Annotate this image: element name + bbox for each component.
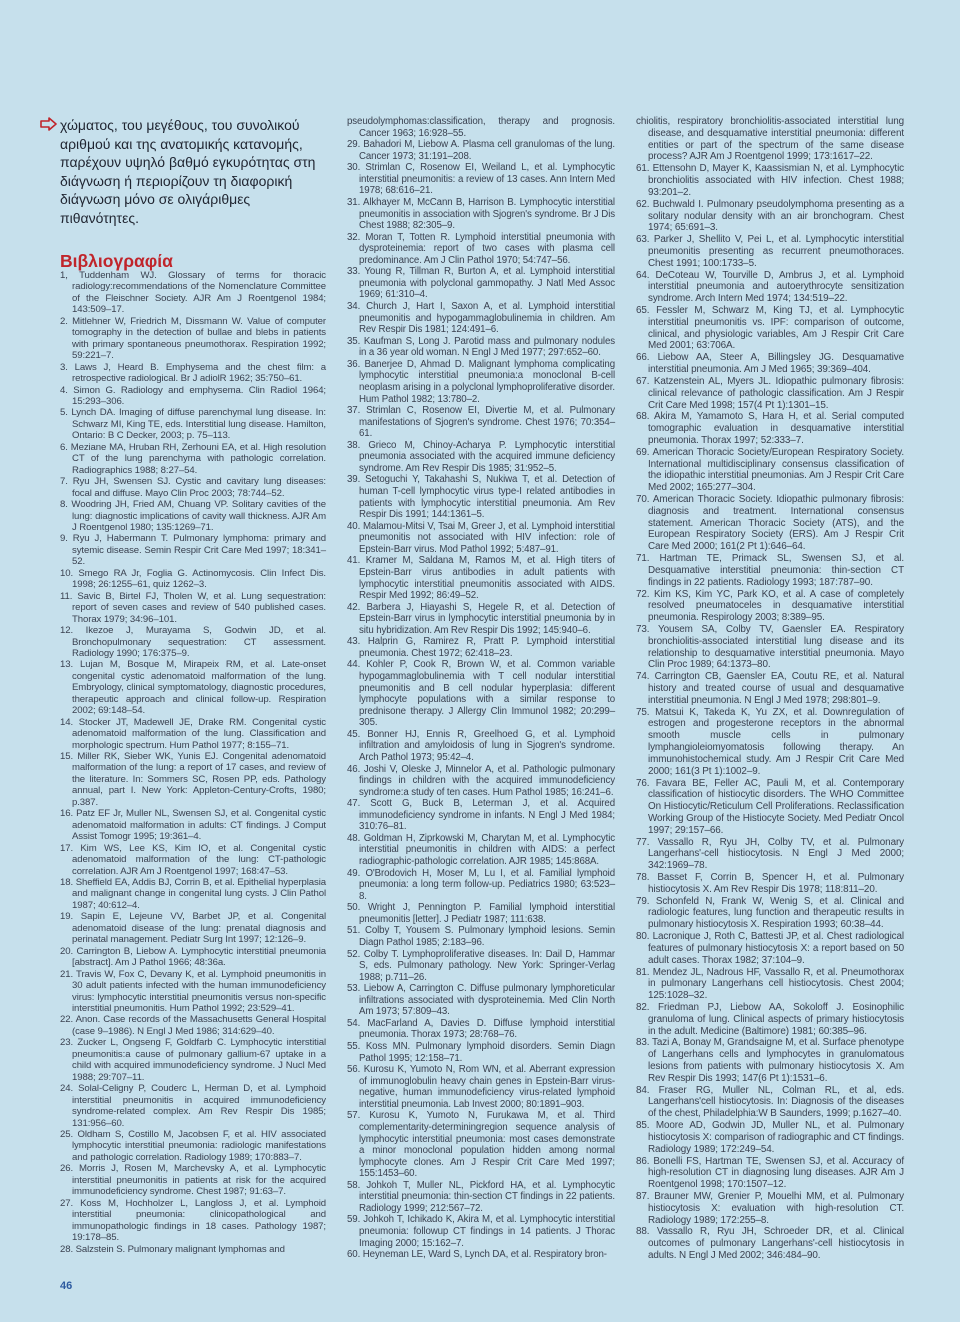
reference-item: 82. Friedman PJ, Liebow AA, Sokoloff J. Eosinophilic granuloma of lung. Clinical aspects of primary histiocytosis in the adult. Medicine (Baltimore) 1981; 60:385–96. xyxy=(636,1001,904,1037)
reference-item: 37. Strimlan C, Rosenow EI, Divertie M, et al. Pulmonary manifestations of Sjogren's syndrome. Chest 1976; 70:354–61. xyxy=(347,405,615,440)
reference-item: 51. Colby T, Yousem S. Pulmonary lymphoid lesions. Semin Diagn Pathol 1985; 2:183–96. xyxy=(347,925,615,948)
references-column-2 xyxy=(347,116,615,1261)
reference-item: 87. Brauner MW, Grenier P, Mouelhi MM, et al. Pulmonary histiocytosis X: evaluation with high-resolution CT. Radiology 1989; 172:255–8. xyxy=(636,1190,904,1226)
intro-text: χώματος, του μεγέθους, του συνολικού αριθμού και της ανατομικής κατανομής, παρέχουν υψηλό βαθμό εγκυρότητας στη διάγνωση ή περιορίζουν τη διαφορική διάγνωση μόνο σε ολιγάριθμες πιθανότητες. xyxy=(60,117,316,226)
reference-item: 35. Kaufman S, Long J. Parotid mass and pulmonary nodules in a 36 year old woman. N Engl J Med 1977; 297:652–60. xyxy=(347,335,615,359)
reference-item: 6. Meziane MA, Hruban RH, Zerhouni EA, et al. High resolution CT of the lung parenchyma with pathologic correlation. Radiographics 1988; 8:27–54. xyxy=(60,441,326,476)
reference-item: 46. Joshi V, Oleske J, Minnelor A, et al. Pathologic pulmonary findings in children with the acquired immunodeficiency syndrome:a study of ten cases. Hum Pathol 1985; 16:241–6. xyxy=(347,763,615,798)
references-heading: Βιβλιογραφία xyxy=(60,251,173,271)
reference-item: 86. Bonelli FS, Hartman TE, Swensen SJ, et al. Accuracy of high-resolution CT in diagnosing lung diseases. AJR Am J Roentgenol 1998; 170:1507–12. xyxy=(636,1155,904,1191)
reference-item: 27. Koss M, Hochholzer L, Langloss J, et al. Lymphoid interstitial pneumonia: clinicopathological and immunopathologic findings in 18 cases. Pathology 1987; 19:178–85. xyxy=(60,1197,326,1244)
reference-item: 41. Kramer M, Saldana M, Ramos M, et al. High titers of Epstein-Barr virus antibodies in adult patients with lymphocytic interstitial pneumonitis associated with AIDS. Respir Med 1992; 86:49–52. xyxy=(347,555,615,602)
reference-item: pseudolymphomas:classification, therapy and prognosis. Cancer 1963; 16:928–55. xyxy=(347,116,615,139)
reference-item: 23. Zucker L, Ongseng F, Goldfarb C. Lymphocytic interstitial pneumonitis:a cause of pulmonary gallium-67 uptake in a child with acquired immunodeficiency syndrome. J Nucl Med 1988; 29:707–11. xyxy=(60,1037,326,1083)
reference-item: 45. Bonner HJ, Ennis R, Greelhoed G, et al. Lymphoid infiltration and amyloidosis of lung in Sjogren's syndrome. Arch Pathol 1973; 95:42–4. xyxy=(347,728,615,763)
reference-item: 40. Malamou-Mitsi V, Tsai M, Greer J, et al. Lymphoid interstitial pneumonitis not associated with HIV infection: role of Epstein-Barr virus. Mod Pathol 1992; 5:487–91. xyxy=(347,520,615,555)
reference-item: 28. Salzstein S. Pulmonary malignant lymphomas and xyxy=(60,1243,285,1255)
reference-item: 56. Kurosu K, Yumoto N, Rom WN, et al. Aberrant expression of immunoglobulin heavy chain genes in Epstein-Barr virus-negative, human immunodeficiency virus-related lymphoid interstitial pneumonia. Lab Invest 2000; 80:1891–903. xyxy=(347,1064,615,1110)
reference-item: 11. Savic B, Birtel FJ, Tholen W, et al. Lung sequestration: report of seven cases and review of 540 published cases. Thorax 1979; 34:96–101. xyxy=(60,590,326,625)
reference-item: 43. Halprin G, Ramirez R, Pratt P. Lymphoid interstitial pneumonia. Chest 1972; 62:418–23. xyxy=(347,636,615,659)
reference-item: 70. American Thoracic Society. Idiopathic pulmonary fibrosis: diagnosis and treatment. International consensus statement. American Thoracic Society (ATS), and the European Respiratory Society (ERS). Am J Respir Crit Care Med 2000; 161(2 Pt 1):646–64. xyxy=(636,494,904,553)
reference-item: 18. Sheffield EA, Addis BJ, Corrin B, et al. Epithelial hyperplasia and malignant change in congenital lung cysts. J Clin Pathol 1987; 40:612–4. xyxy=(60,877,326,911)
reference-item: 60. Heyneman LE, Ward S, Lynch DA, et al. Respiratory bron- xyxy=(347,1249,607,1261)
reference-item: 57. Kurosu K, Yumoto N, Furukawa M, et al. Third complementarity-determiningregion sequence analysis of lymphocytic interstitial pneumonia: most cases demonstrate a minor monoclonal population hidden among normal lymphocyte clones. Am J Respir Crit Care Med 1997; 155:1453–60. xyxy=(347,1110,615,1180)
reference-item: 22. Anon. Case records of the Massachusetts General Hospital (case 9–1986). N Engl J Med 1986; 314:629–40. xyxy=(60,1014,326,1037)
reference-item: 15. Miller RK, Sieber WK, Yunis EJ. Congenital adenomatoid malformation of the lung: a report of 17 cases, and review of the literature. In: Sommers SC, Rosen PP, eds. Pathology annual, part I. New York: Appleton-Century-Crofts, 1980; p.387. xyxy=(60,751,326,808)
reference-item: 88. Vassallo R, Ryu JH, Schroeder DR, et al. Clinical outcomes of pulmonary Langerhans'-cell histiocytosis in adults. N Engl J Med 2002; 346:484–90. xyxy=(636,1226,904,1261)
reference-item: 85. Moore AD, Godwin JD, Muller NL, et al. Pulmonary histiocytosis X: comparison of radiographic and CT findings. Radiology 1989; 172:249–54. xyxy=(636,1120,904,1155)
reference-item: 5. Lynch DA. Imaging of diffuse parenchymal lung disease. In: Schwarz MI, King TE, eds. Interstitial lung disease. Hamilton, Ontario: B C Decker, 2003; p. 75–113. xyxy=(60,407,326,442)
reference-item: 20. Carrington B, Liebow A. Lymphocytic interstitial pneumonia [abstract]. Am J Pathol 1966; 48:36a. xyxy=(60,945,326,969)
reference-item: 54. MacFarland A, Davies D. Diffuse lymphoid interstitial pneumonia. Thorax 1973; 28:768–76. xyxy=(347,1017,615,1041)
reference-item: 84. Fraser RG, Muller NL, Colman RL, et al, eds. Langerhans'cell histiocytosis. In: Diagnosis of the diseases of the chest, Philadelphia:W B Saunders, 1999; p.1627–40. xyxy=(636,1084,904,1120)
reference-item: 2. Mitlehner W, Friedrich M, Dissmann W. Value of computer tomography in the detection of bullae and blebs in patients with primary spontaneous pneumothorax. Respiration 1992; 59:221–7. xyxy=(60,315,326,362)
reference-item: 83. Tazi A, Bonay M, Grandsaigne M, et al. Surface phenotype of Langerhans cells and lymphocytes in granulomatous lesions from patients with pulmonary histiocytosis X. Am Rev Respir Dis 1993; 147(6 Pt 1):1531–6. xyxy=(636,1037,904,1084)
reference-item: 4. Simon G. Radiology and emphysema. Clin Radiol 1964; 15:293–306. xyxy=(60,384,326,407)
reference-item: 67. Katzenstein AL, Myers JL. Idiopathic pulmonary fibrosis: clinical relevance of pathologic classification. Am J Respir Crit Care Med 1998; 157(4 Pt 1):1301–15. xyxy=(636,375,904,411)
bottom-margin xyxy=(0,1322,960,1340)
reference-item: 72. Kim KS, Kim YC, Park KO, et al. A case of completely resolved pneumatoceles in desquamative interstitial pneumonia. Respirology 2003; 8:389–95. xyxy=(636,588,904,624)
reference-item: 66. Liebow AA, Steer A, Billingsley JG. Desquamative interstitial pneumonia. Am J Med 1965; 39:369–404. xyxy=(636,352,904,376)
reference-item: 53. Liebow A, Carrington C. Diffuse pulmonary lymphoreticular infiltrations associated with dysproteinemia. Med Clin North Am 1973; 57:809–43. xyxy=(347,983,615,1018)
references-column-1 xyxy=(60,270,326,1255)
references-column-3 xyxy=(636,116,904,1262)
reference-item: 39. Setoguchi Y, Takahashi S, Nukiwa T, et al. Detection of human T-cell lymphocytic virus type-I related antibodies in patients with lymphocytic interstitial pneumonia. Am Rev Respir Dis 1991; 144:1361–5. xyxy=(347,474,615,521)
reference-item: 50. Wright J, Pennington P. Familial lymphoid interstitial pneumonitis [letter]. J Pediatr 1987; 111:638. xyxy=(347,902,615,925)
reference-item: 42. Barbera J, Hiayashi S, Hegele R, et al. Detection of Epstein-Barr virus in lymphocytic interstitial pneumonia by in situ hybridization. Am Rev Respir Dis 1992; 145:940–6. xyxy=(347,601,615,636)
reference-item: 8. Woodring JH, Fried AM, Chuang VP. Solitary cavities of the lung: diagnostic implications of cavity wall thickness. AJR Am J Roentgenol 1980; 135:1269–71. xyxy=(60,499,326,533)
reference-item: 58. Johkoh T, Muller NL, Pickford HA, et al. Lymphocytic interstitial pneumonia: thin-section CT findings in 22 patients. Radiology 1999; 212:567–72. xyxy=(347,1179,615,1214)
intro-paragraph xyxy=(60,116,332,228)
reference-item: 36. Banerjee D, Ahmad D. Malignant lymphoma complicating lymphocytic interstitial pneumonia:a monoclonal B-cell neoplasm arising in a polyclonal lymphoproliferative disorder. Hum Pathol 1982; 13:780–2. xyxy=(347,358,615,405)
reference-item: 62. Buchwald I. Pulmonary pseudolymphoma presenting as a solitary nodular density with an air bronchogram. Chest 1974; 65:691–3. xyxy=(636,198,904,234)
reference-item: 31. Alkhayer M, McCann B, Harrison B. Lymphocytic interstitial pneumonitis in association with Sjogren's syndrome. Br J Dis Chest 1988; 82:305–9. xyxy=(347,196,615,232)
reference-item: 48. Goldman H, Ziprkowski M, Charytan M, et al. Lymphocytic interstitial pneumonitis in children with AIDS: a perfect radiographic-pathologic correlation. AJR 1985; 145:868A. xyxy=(347,832,615,867)
reference-item: 30. Strimlan C, Rosenow EI, Weiland L, et al. Lymphocytic interstitial pneumonitis: a review of 13 cases. Ann Intern Med 1978; 68:616–21. xyxy=(347,162,615,197)
reference-item: 65. Fessler M, Schwarz M, King TJ, et al. Lymphocytic interstitial pneumonitis vs. IPF: comparison of outcome, clinical, and physiologic variables, Am J Respir Crit Care Med 2001; 63:706A. xyxy=(636,305,904,352)
reference-item: 44. Kohler P, Cook R, Brown W, et al. Common variable hypogammaglobulinemia with T cell nodular interstitial pneumonitis and B cell nodular hyperplasia: different lymphocyte populations with a similar response to prednisone therapy. J Allergy Clin Immunol 1982; 20:299–305. xyxy=(347,659,615,729)
reference-item: 14. Stocker JT, Madewell JE, Drake RM. Congenital cystic adenomatoid malformation of the lung. Classification and morphologic spectrum. Hum Pathol 1977; 8:155–71. xyxy=(60,716,326,751)
reference-item: 64. DeCoteau W, Tourville D, Ambrus J, et al. Lymphoid interstitial pneumonia and autoerythrocyte sensitization syndrome. Arch Intern Med 1974; 134:519–22. xyxy=(636,269,904,305)
reference-item: 79. Schonfeld N, Frank W, Wenig S, et al. Clinical and radiologic features, lung function and therapeutic results in pulmonary histiocytosis X. Respiration 1993; 60:38–44. xyxy=(636,895,904,931)
reference-item: 49. O'Brodovich H, Moser M, Lu I, et al. Familial lymphoid pneumonia: a long term follow-up. Pediatrics 1980; 63:523–8. xyxy=(347,867,615,902)
reference-item: 55. Koss MN. Pulmonary lymphoid disorders. Semin Diagn Pathol 1995; 12:158–71. xyxy=(347,1041,615,1064)
reference-item: 19. Sapin E, Lejeune VV, Barbet JP, et al. Congenital adenomatoid disease of the lung: prenatal diagnosis and perinatal management. Pediatr Surg Int 1997; 12:126–9. xyxy=(60,911,326,946)
reference-item: 74. Carrington CB, Gaensler EA, Coutu RE, et al. Natural history and treated course of usual and desquamative interstitial pneumonia. N Engl J Med 1978; 298:801–9. xyxy=(636,671,904,706)
reference-item: 59. Johkoh T, Ichikado K, Akira M, et al. Lymphocytic interstitial pneumonia: followup CT findings in 14 patients. J Thorac Imaging 2000; 15:162–7. xyxy=(347,1214,615,1249)
reference-item: 38. Grieco M, Chinoy-Acharya P. Lymphocytic interstitial pneumonia associated with the acquired immune deficiency syndrome. Am Rev Respir Dis 1985; 31:952–5. xyxy=(347,439,615,474)
reference-item: 17. Kim WS, Lee KS, Kim IO, et al. Congenital cystic adenomatoid malformation of the lung: CT-pathologic correlation. AJR Am J Roentgenol 1997; 168:47–53. xyxy=(60,842,326,877)
reference-item: 63. Parker J, Shellito V, Pei L, et al. Lymphocytic interstitial pneumonitis presenting as recurrent pneumothoraces. Chest 1991; 100:1733–5. xyxy=(636,234,904,269)
reference-item: 75. Matsui K, Takeda K, Yu ZX, et al. Downregulation of estrogen and progesterone receptors in the abnormal smooth muscle cells in pulmonary lymphangioleiomyomatosis following therapy. An immunohistochemical study. Am J Respir Crit Care Med 2000; 161(3 Pt 1):1002–9. xyxy=(636,706,904,777)
reference-item: 12. Ikezoe J, Murayama S, Godwin JD, et al. Bronchopulmonary sequestration: CT assessment. Radiology 1990; 176:375–9. xyxy=(60,625,326,659)
reference-item: 77. Vassallo R, Ryu JH, Colby TV, et al. Pulmonary Langerhans'-cell histiocytosis. N Engl J Med 2000; 342:1969–78. xyxy=(636,836,904,872)
reference-item: 52. Colby T. Lymphoproliferative diseases. In: Dail D, Hammar S, eds. Pulmonary pathology. New York: Springer-Verlag 1988; p.711–26. xyxy=(347,948,615,983)
reference-item: 71. Hartman TE, Primack SL, Swensen SJ, et al. Desquamative interstitial pneumonia: thin-section CT findings in 22 patients. Radiology 1993; 187:787–90. xyxy=(636,553,904,588)
reference-item: 25. Oldham S, Costillo M, Jacobsen F, et al. HIV associated lymphocytic interstitial pneumonia: radiologic manifestations and pathologic correlation. Radiology 1989; 170:883–7. xyxy=(60,1128,326,1163)
arrow-right-icon xyxy=(40,117,58,136)
reference-item: 16. Patz EF Jr, Muller NL, Swensen SJ, et al. Congenital cystic adenomatoid malformation in adults: CT findings. J Comput Assist Tomogr 1995; 19:361–4. xyxy=(60,808,326,843)
page-number: 46 xyxy=(60,1280,73,1292)
reference-item: 21. Travis W, Fox C, Devany K, et al. Lymphoid pneumonitis in 30 adult patients infected with the human immunodeficiency virus: lymphocytic interstitial pneumonitis versus non-specific interstitial pneumonitis. Hum Pathol 1992; 23:529–41. xyxy=(60,968,326,1014)
reference-item: 73. Yousem SA, Colby TV, Gaensler EA. Respiratory bronchiolitis-associated interstitial lung disease and its relationship to desquamative interstitial pneumonia. Mayo Clin Proc 1989; 64:1373–80. xyxy=(636,623,904,671)
reference-item: 33. Young R, Tillman R, Burton A, et al. Lymphoid interstitial pneumonia with polyclonal gammopathy. J Natl Med Assoc 1969; 61:310–4. xyxy=(347,266,615,301)
reference-item: 13. Lujan M, Bosque M, Mirapeix RM, et al. Late-onset congenital cystic adenomatoid malformation of the lung. Embryology, clinical symptomatology, diagnostic procedures, therapeutic approach and clinical follow-up. Respiration 2002; 69:148–54. xyxy=(60,659,326,717)
reference-item: 1, Tuddenham WJ. Glossary of terms for thoracic radiology:recommendations of the Nomenclature Committee of the Fleischner Society. AJR Am J Roentgenol 1984; 143:509–17. xyxy=(60,270,326,316)
reference-item: 34. Church J, Hart I, Saxon A, et al. Lymphoid interstitial pneumonitis and hypogammaglobulinemia in children. Am Rev Respir Dis 1981; 124:491–6. xyxy=(347,301,615,336)
reference-item: 29. Bahadori M, Liebow A. Plasma cell granulomas of the lung. Cancer 1973; 31:191–208. xyxy=(347,139,615,162)
reference-item: 69. American Thoracic Society/European Respiratory Society. International multidisciplinary consensus classification of the idiopathic interstitial pneumonias. Am J Respir Crit Care Med 2002; 165:277–304. xyxy=(636,446,904,494)
reference-item: 32. Moran T, Totten R. Lymphoid interstitial pneumonia with dysproteinemia: report of two cases with plasma cell predominance. Am J Clin Pathol 1970; 54:747–56. xyxy=(347,231,615,266)
reference-item: 61. Ettensohn D, Mayer K, Kaassismian N, et al. Lymphocytic bronchiolitis associated with HIV infection. Chest 1988; 93:201–2. xyxy=(636,163,904,198)
reference-item: 24. Solal-Celigny P, Couderc L, Herman D, et al. Lymphoid interstitial pneumonitis in acquired immunodeficiency syndrome-related complex. Am Rev Respir Dis 1985; 131:956–60. xyxy=(60,1083,326,1129)
reference-item: 26. Morris J, Rosen M, Marchevsky A, et al. Lymphocytic interstitial pneumonitis in patients at risk for the acquired immunodeficiency syndrome. Chest 1987; 91:63–7. xyxy=(60,1163,326,1198)
reference-item: 76. Favara BE, Feller AC, Pauli M, et al. Contemporary classification of histiocytic disorders. The WHO Committee On Histiocytic/Reticulum Cell Proliferations. Reclassification Working Group of the Histiocyte Society. Med Pediatr Oncol 1997; 29:157–66. xyxy=(636,777,904,836)
reference-item: 68. Akira M, Yamamoto S, Hara H, et al. Serial computed tomographic evaluation in desquamative interstitial pneumonia. Thorax 1997; 52:333–7. xyxy=(636,411,904,446)
reference-item: 78. Basset F, Corrin B, Spencer H, et al. Pulmonary histiocytosis X. Am Rev Respir Dis 1978; 118:811–20. xyxy=(636,872,904,895)
reference-item: 9. Ryu J, Habermann T. Pulmonary lymphoma: primary and sytemic disease. Semin Respir Crit Care Med 1997; 18:341–52. xyxy=(60,533,326,568)
reference-item: chiolitis, respiratory bronchiolitis-associated interstitial lung disease, and desquamative interstitial pneumonia: different entities or part of the spectrum of the same disease process? AJR Am J Roentgenol 1999; 173:1617–22. xyxy=(636,116,904,163)
reference-item: 81. Mendez JL, Nadrous HF, Vassallo R, et al. Pneumothorax in pulmonary Langerhans cell histiocytosis. Chest 2004; 125:1028–32. xyxy=(636,966,904,1002)
reference-item: 7. Ryu JH, Swensen SJ. Cystic and cavitary lung diseases: focal and diffuse. Mayo Clin Proc 2003; 78:744–52. xyxy=(60,476,326,499)
reference-item: 3. Laws J, Heard B. Emphysema and the chest film: a retrospective radiological. Br J adiolR 1962; 35:750–61. xyxy=(60,361,326,385)
reference-item: 10. Smego RA Jr, Foglia G. Actinomycosis. Clin Infect Dis. 1998; 26:1255–61, quiz 1262–3. xyxy=(60,567,326,591)
reference-item: 80. Lacronique J, Roth C, Battesti JP, et al. Chest radiological features of pulmonary histiocytosis X: a report based on 50 adult cases. Thorax 1982; 37:104–9. xyxy=(636,931,904,966)
reference-item: 47. Scott G, Buck B, Leterman J, et al. Acquired immunodeficiency syndrome in infants. N Engl J Med 1984; 310:76–81. xyxy=(347,798,615,833)
